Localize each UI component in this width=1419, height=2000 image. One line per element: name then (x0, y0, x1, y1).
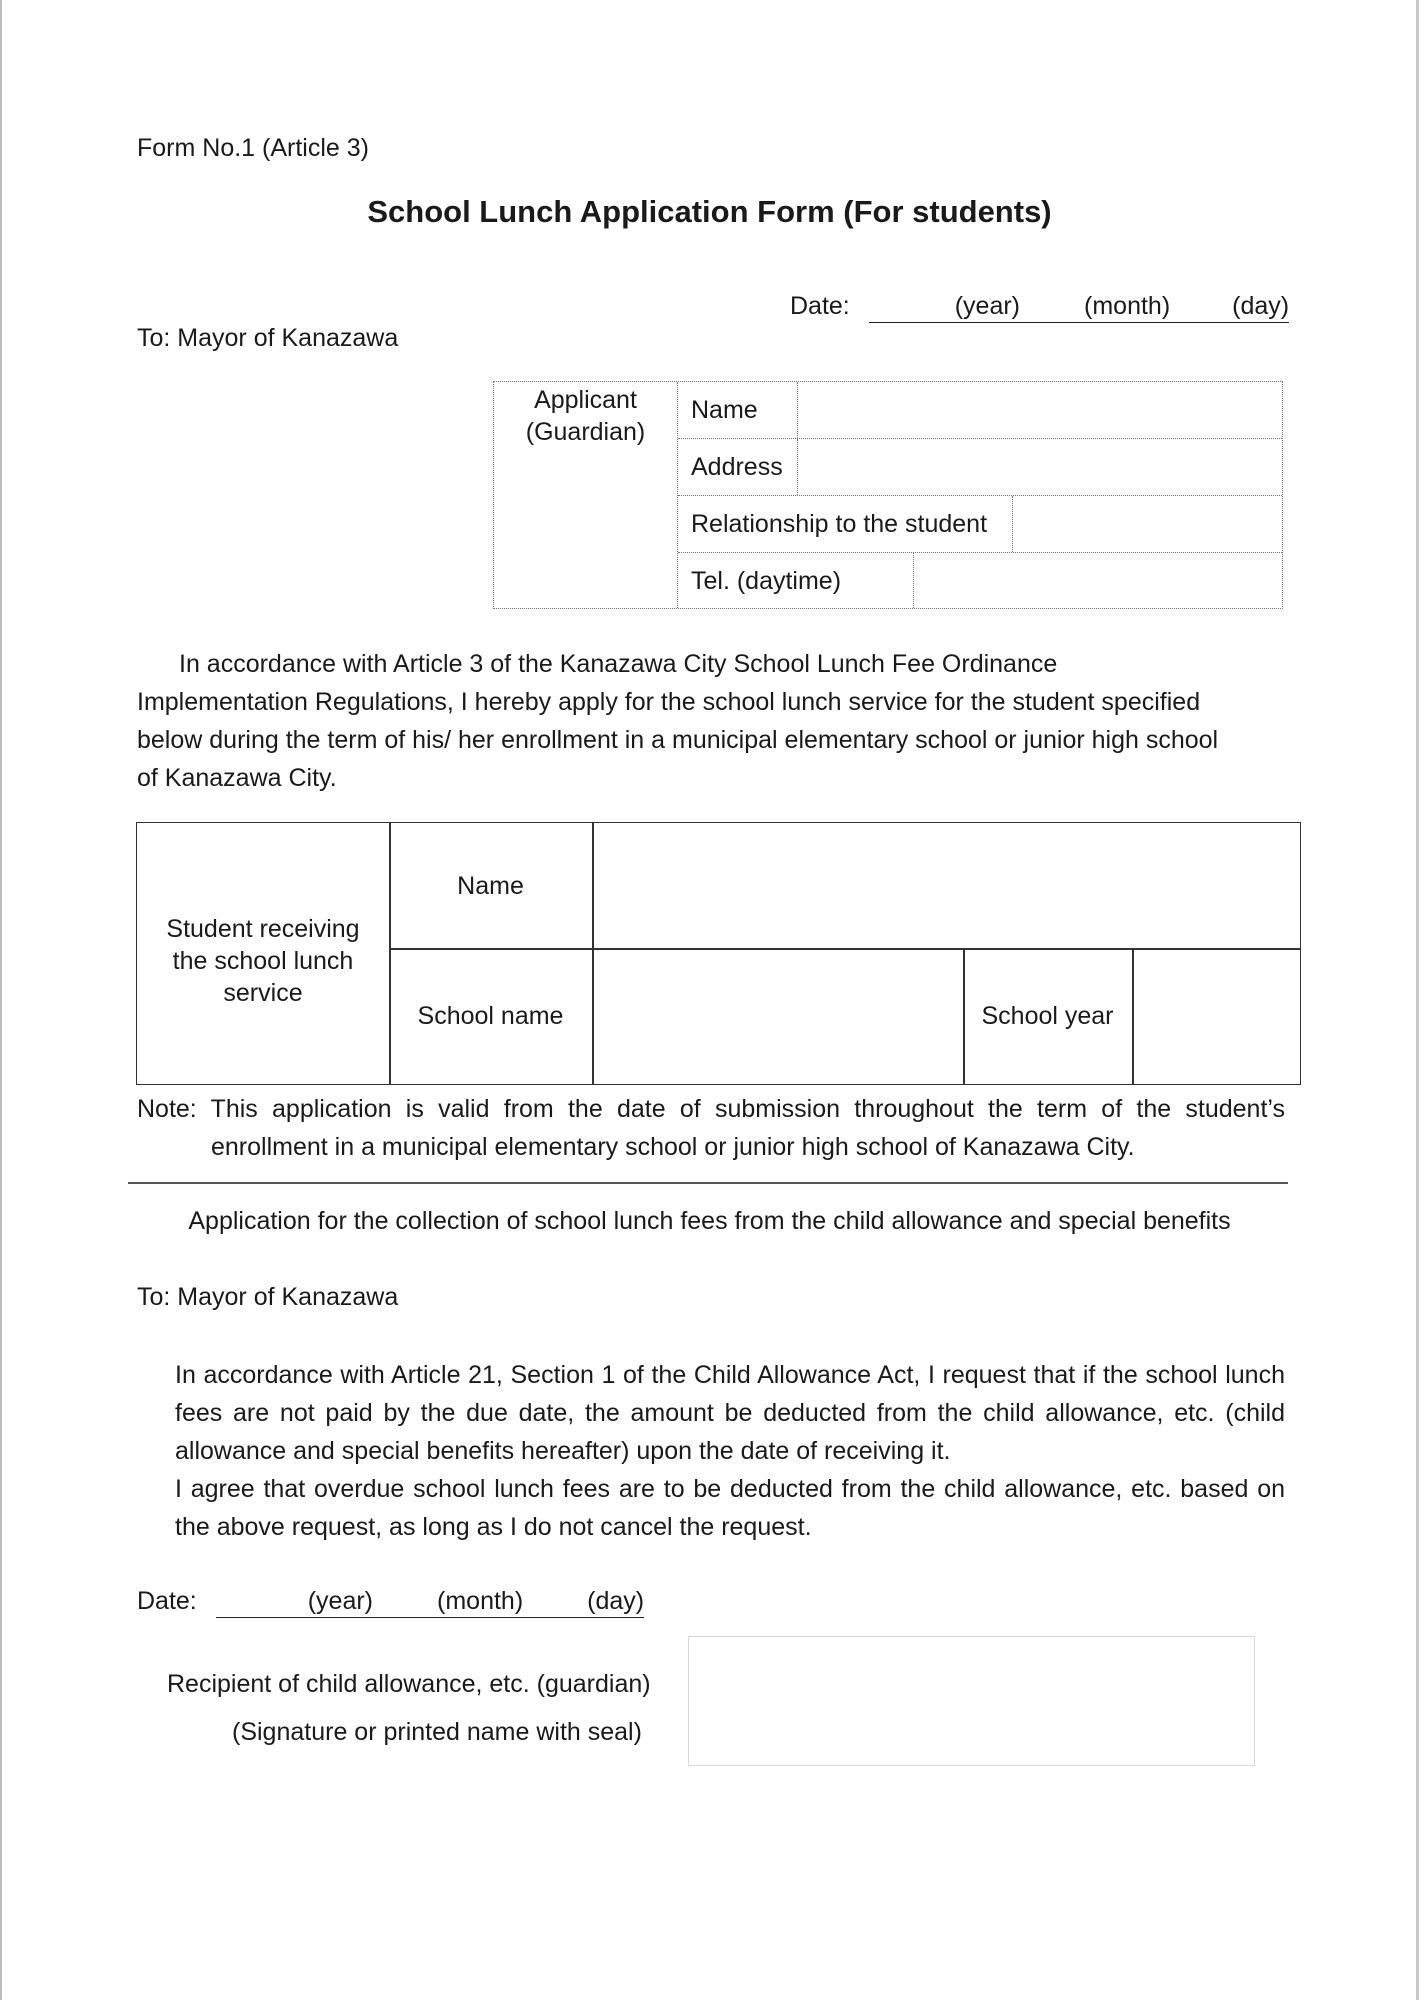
applicant-row-relationship (678, 496, 1282, 553)
student-label-line3: service (223, 978, 303, 1007)
applicant-name-field[interactable] (798, 382, 1282, 438)
date-year-placeholder: (year) (954, 292, 1021, 320)
date-label: Date: (137, 1587, 197, 1615)
student-table (136, 822, 1301, 1085)
applicant-relationship-label: Relationship to the student (678, 496, 1013, 552)
page-edge-left (0, 0, 2, 2000)
request-paragraph: In accordance with Article 21, Section 1 of the Child Allowance Act, I request that if the school lunch fees are not paid by the due date, the amount be deducted from the child allowance, etc. (child allowance and special benefits hereafter) upon the date of receiving it. (175, 1361, 1285, 1465)
applicant-label-line1: Applicant (534, 386, 637, 414)
student-group-label (137, 823, 389, 1084)
note-line: enrollment in a municipal elementary school or junior high school of Kanazawa City. (211, 1133, 1135, 1161)
applicant-address-label: Address (678, 439, 798, 495)
date-field-top (790, 290, 1289, 323)
student-name-field[interactable] (592, 823, 1300, 948)
applicant-row-name (678, 382, 1282, 439)
addressee: To: Mayor of Kanazawa (137, 1283, 399, 1311)
statement-line: below during the term of his/ her enrollment in a municipal elementary school or junior high school (137, 726, 1219, 754)
application-statement (137, 645, 1285, 797)
school-year-field[interactable] (1132, 948, 1300, 1084)
applicant-table (493, 381, 1283, 609)
applicant-group-label (494, 382, 678, 608)
applicant-relationship-field[interactable] (1013, 496, 1282, 552)
form-title: School Lunch Application Form (For students) (367, 194, 1052, 229)
date-field-bottom (137, 1585, 644, 1618)
student-label-line1: Student receiving (166, 914, 360, 943)
statement-line: Implementation Regulations, I hereby apply for the school lunch service for the student specified (137, 688, 1201, 716)
addressee: To: Mayor of Kanazawa (137, 324, 399, 352)
date-year-placeholder: (year) (307, 1587, 374, 1615)
date-day-placeholder: (day) (587, 1587, 645, 1615)
date-line[interactable] (869, 290, 1289, 323)
signature-box[interactable] (688, 1636, 1255, 1766)
form-number: Form No.1 (Article 3) (137, 134, 369, 162)
school-year-label: School year (981, 1002, 1114, 1030)
statement-line: of Kanazawa City. (137, 764, 337, 792)
agreement-paragraph: I agree that overdue school lunch fees are to be deducted from the child allowance, etc. based on the above request, as long as I do not cancel the request. (175, 1475, 1285, 1541)
recipient-label: Recipient of child allowance, etc. (guardian) (167, 1670, 651, 1698)
student-label-line2: the school lunch (172, 946, 354, 975)
student-name-label: Name (457, 871, 524, 900)
school-name-label: School name (417, 1002, 564, 1030)
applicant-tel-field[interactable] (914, 553, 1282, 608)
date-day-placeholder: (day) (1232, 292, 1290, 320)
statement-line: In accordance with Article 3 of the Kanazawa City School Lunch Fee Ordinance (179, 650, 1058, 678)
validity-note (137, 1090, 1285, 1166)
deduction-request (137, 1356, 1285, 1546)
school-name-field[interactable] (592, 948, 963, 1084)
note-line: Note: This application is valid from the date of submission throughout the term of the student’s (137, 1095, 1285, 1123)
applicant-label-line2: (Guardian) (525, 418, 646, 446)
applicant-tel-label: Tel. (daytime) (678, 553, 914, 608)
section-divider (128, 1182, 1288, 1184)
applicant-address-field[interactable] (798, 439, 1282, 495)
date-month-placeholder: (month) (1084, 292, 1171, 320)
date-month-placeholder: (month) (437, 1587, 524, 1615)
date-line[interactable] (216, 1585, 644, 1618)
section2-title: Application for the collection of school lunch fees from the child allowance and special benefits (188, 1207, 1231, 1235)
applicant-row-address (678, 439, 1282, 496)
signature-instruction: (Signature or printed name with seal) (232, 1718, 642, 1746)
applicant-name-label: Name (678, 382, 798, 438)
date-label: Date: (790, 292, 850, 320)
applicant-row-tel (678, 553, 1282, 608)
